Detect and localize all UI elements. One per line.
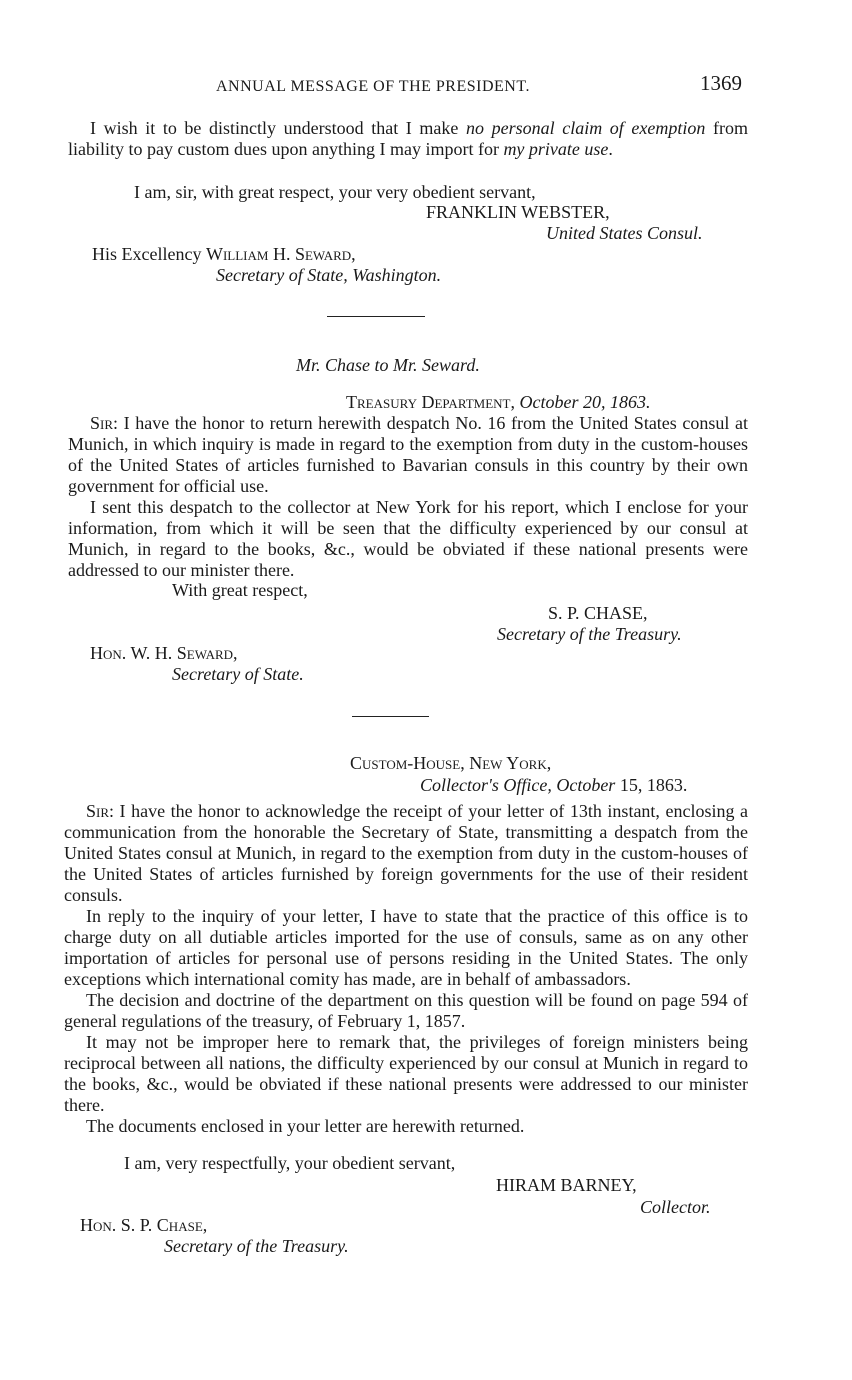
salutation: Sir: [90,413,119,433]
letter3-addressee-title: Secretary of the Treasury. [164,1236,349,1256]
letter2-closing: With great respect, [172,580,308,600]
letter3-paragraph: The documents enclosed in your letter are herewith returned. [86,1116,525,1136]
letter2-body: Sir: I have the honor to return herewith despatch No. 16 from the United States consul at Munich, in which inquiry is made in regard to the exemption from duty in the custom-houses of the United States of articles furnished to Bavarian consuls in this country by their own government for official use. I sent this despatch to the collector at New York for his report, which I enclose for your information, from which it will be seen that the difficulty experienced by our consul at Munich, in regard to the books, &c., would be obviated if these national presents were addressed to our minister there. [68,413,748,580]
text-run: . [608,139,613,159]
letter2-dateline: Treasury Department, October 20, 1863. [346,392,651,412]
letter3-signature-name: HIRAM BARNEY, [496,1175,637,1195]
letter3-dateline-office: Collector's Office, October 15, 1863. [420,775,688,795]
letter2-signature-title: Secretary of the Treasury. [497,624,682,644]
section-divider [352,716,429,717]
text-run: I wish it to be distinctly understood that I make [90,118,466,138]
running-header-title: ANNUAL MESSAGE OF THE PRESIDENT. [216,78,530,95]
letter3-signature-title: Collector. [640,1197,711,1217]
italic-run: my private use [503,139,609,159]
letter3-body: Sir: I have the honor to acknowledge the receipt of your letter of 13th instant, enclosing a communication from the honorable the Secretary of State, transmitting a despatch from the United States consul at Munich, in regard to the exemption from duty in the custom-houses of the United States of articles furnished by foreign governments for the use of their resident consuls. In reply to the inquiry of your letter, I have to state that the practice of this office is to charge duty on all dutiable articles imported for the use of consuls, same as on any other importation of articles for personal use of persons residing in the United States. The only exceptions which international comity has made, are in behalf of ambassadors. The decision and doctrine of the department on this question will be found on page 594 of general regulations of the treasury, of February 1, 1857. It may not be improper here to remark that, the privileges of foreign ministers being reciprocal between all nations, the difficulty experienced by our consul at Munich in regard to the books, &c., would be obviated if these national presents were addressed to our minister there. The documents enclosed in your letter are herewith returned. [64,801,748,1136]
letter1-paragraph [68,118,748,160]
letter2-addressee-title: Secretary of State. [172,664,304,684]
letter3-paragraph: It may not be improper here to remark that, the privileges of foreign ministers being reciprocal between all nations, the difficulty experienced by our consul at Munich in regard to the books, &c., would be obviated if these national presents were addressed to our minister there. [64,1032,748,1115]
letter2-heading: Mr. Chase to Mr. Seward. [296,355,480,375]
letter1-signature-title: United States Consul. [546,223,703,243]
text-run: from liability to pay custom dues upon anything I may import for [68,118,748,159]
letter2-paragraph: I sent this despatch to the collector at New York for his report, which I enclose for your information, from which it will be seen that the difficulty experienced by our consul at Munich, in regard to the books, &c., would be obviated if these national presents were addressed to our minister there. [68,497,748,580]
letter1-addressee-title: Secretary of State, Washington. [216,265,442,285]
letter1-closing: I am, sir, with great respect, your very obedient servant, [134,182,536,202]
italic-run: no personal claim of exemption [466,118,706,138]
letter1-addressee-name: His Excellency William H. Seward, [92,244,356,264]
letter3-addressee-name: Hon. S. P. Chase, [80,1215,208,1235]
letter3-dateline-place: Custom-House, New York, [350,753,552,773]
page-number: 1369 [700,71,742,95]
letter1-signature-name: FRANKLIN WEBSTER, [426,202,610,222]
letter3-paragraph: In reply to the inquiry of your letter, I have to state that the practice of this office is to charge duty on all dutiable articles imported for the use of consuls, same as on any other importation of articles for personal use of persons residing in the United States. The only exceptions which international comity has made, are in behalf of ambassadors. [64,906,748,989]
letter2-signature-name: S. P. CHASE, [548,603,648,623]
letter3-paragraph: The decision and doctrine of the department on this question will be found on page 594 of general regulations of the treasury, of February 1, 1857. [64,990,748,1031]
letter3-closing: I am, very respectfully, your obedient servant, [124,1153,456,1173]
letter2-addressee-name: Hon. W. H. Seward, [90,643,238,663]
salutation: Sir: [86,801,115,821]
section-divider [327,316,425,317]
